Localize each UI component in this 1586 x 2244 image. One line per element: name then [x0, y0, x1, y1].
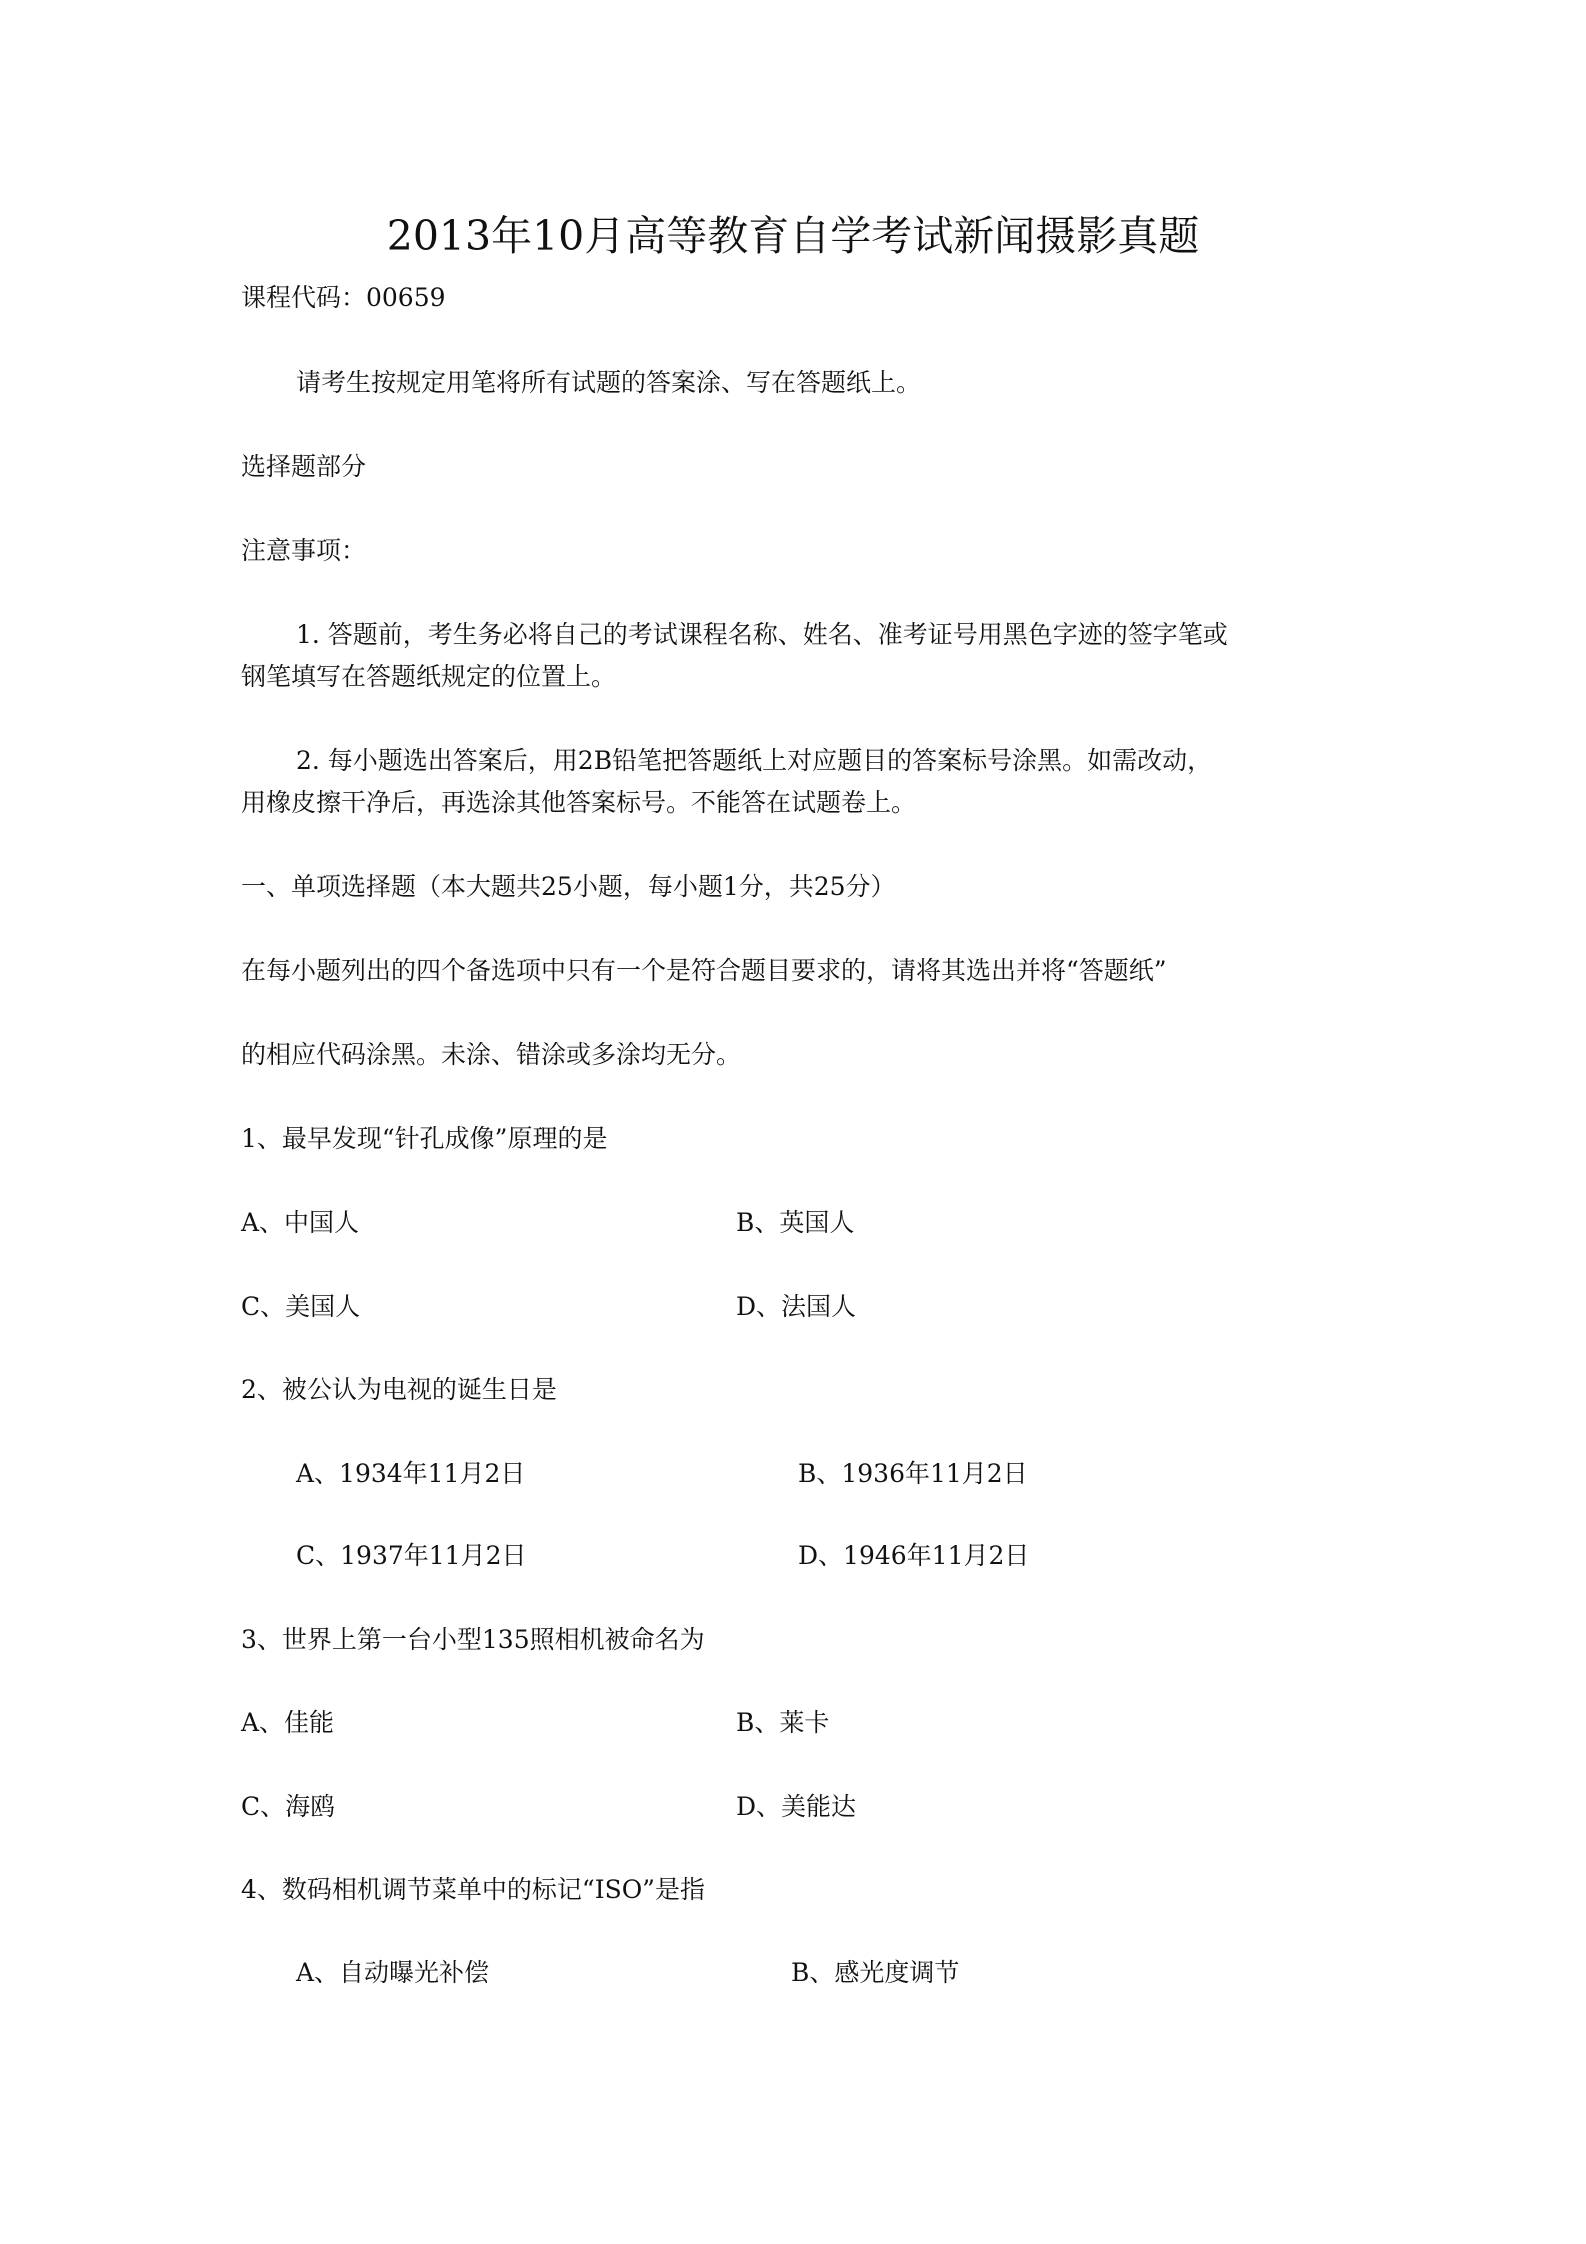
- question-2-option-d: D、1946年11月2日: [798, 1541, 1030, 1570]
- course-code: 课程代码：00659: [241, 283, 446, 312]
- question-2-stem: 2、被公认为电视的诞生日是: [241, 1375, 557, 1404]
- question-1-stem: 1、最早发现“针孔成像”原理的是: [241, 1124, 608, 1153]
- part-1-desc-line-1: 在每小题列出的四个备选项中只有一个是符合题目要求的，请将其选出并将“答题纸”: [241, 956, 1167, 985]
- question-1-option-b: B、英国人: [736, 1208, 855, 1237]
- note-2-line-1: 2. 每小题选出答案后，用2B铅笔把答题纸上对应题目的答案标号涂黑。如需改动，: [296, 746, 1213, 775]
- note-1-line-1: 1. 答题前，考生务必将自己的考试课程名称、姓名、准考证号用黑色字迹的签字笔或: [296, 620, 1228, 649]
- question-3-option-b: B、莱卡: [736, 1708, 830, 1737]
- question-3-option-c: C、海鸥: [241, 1792, 336, 1821]
- question-1-option-a: A、中国人: [241, 1208, 360, 1237]
- question-1-option-c: C、美国人: [241, 1292, 361, 1321]
- page-title: 2013年10月高等教育自学考试新闻摄影真题: [386, 212, 1200, 260]
- part-1-desc-line-2: 的相应代码涂黑。未涂、错涂或多涂均无分。: [241, 1040, 742, 1069]
- question-1-option-d: D、法国人: [736, 1292, 857, 1321]
- question-4-option-b: B、感光度调节: [791, 1958, 960, 1987]
- question-3-option-a: A、佳能: [241, 1708, 335, 1737]
- question-4-stem: 4、数码相机调节菜单中的标记“ISO”是指: [241, 1875, 705, 1904]
- answer-instruction: 请考生按规定用笔将所有试题的答案涂、写在答题纸上。: [296, 368, 922, 397]
- question-2-option-b: B、1936年11月2日: [798, 1459, 1028, 1488]
- note-2-line-2: 用橡皮擦干净后，再选涂其他答案标号。不能答在试题卷上。: [241, 788, 917, 817]
- question-2-option-c: C、1937年11月2日: [296, 1541, 527, 1570]
- part-1-header: 一、单项选择题（本大题共25小题，每小题1分，共25分）: [241, 872, 896, 901]
- question-3-stem: 3、世界上第一台小型135照相机被命名为: [241, 1625, 705, 1654]
- question-2-option-a: A、1934年11月2日: [296, 1459, 526, 1488]
- question-3-option-d: D、美能达: [736, 1792, 857, 1821]
- notes-header: 注意事项：: [241, 536, 367, 565]
- question-4-option-a: A、自动曝光补偿: [296, 1958, 490, 1987]
- note-1-line-2: 钢笔填写在答题纸规定的位置上。: [241, 662, 617, 691]
- section-label: 选择题部分: [241, 452, 367, 481]
